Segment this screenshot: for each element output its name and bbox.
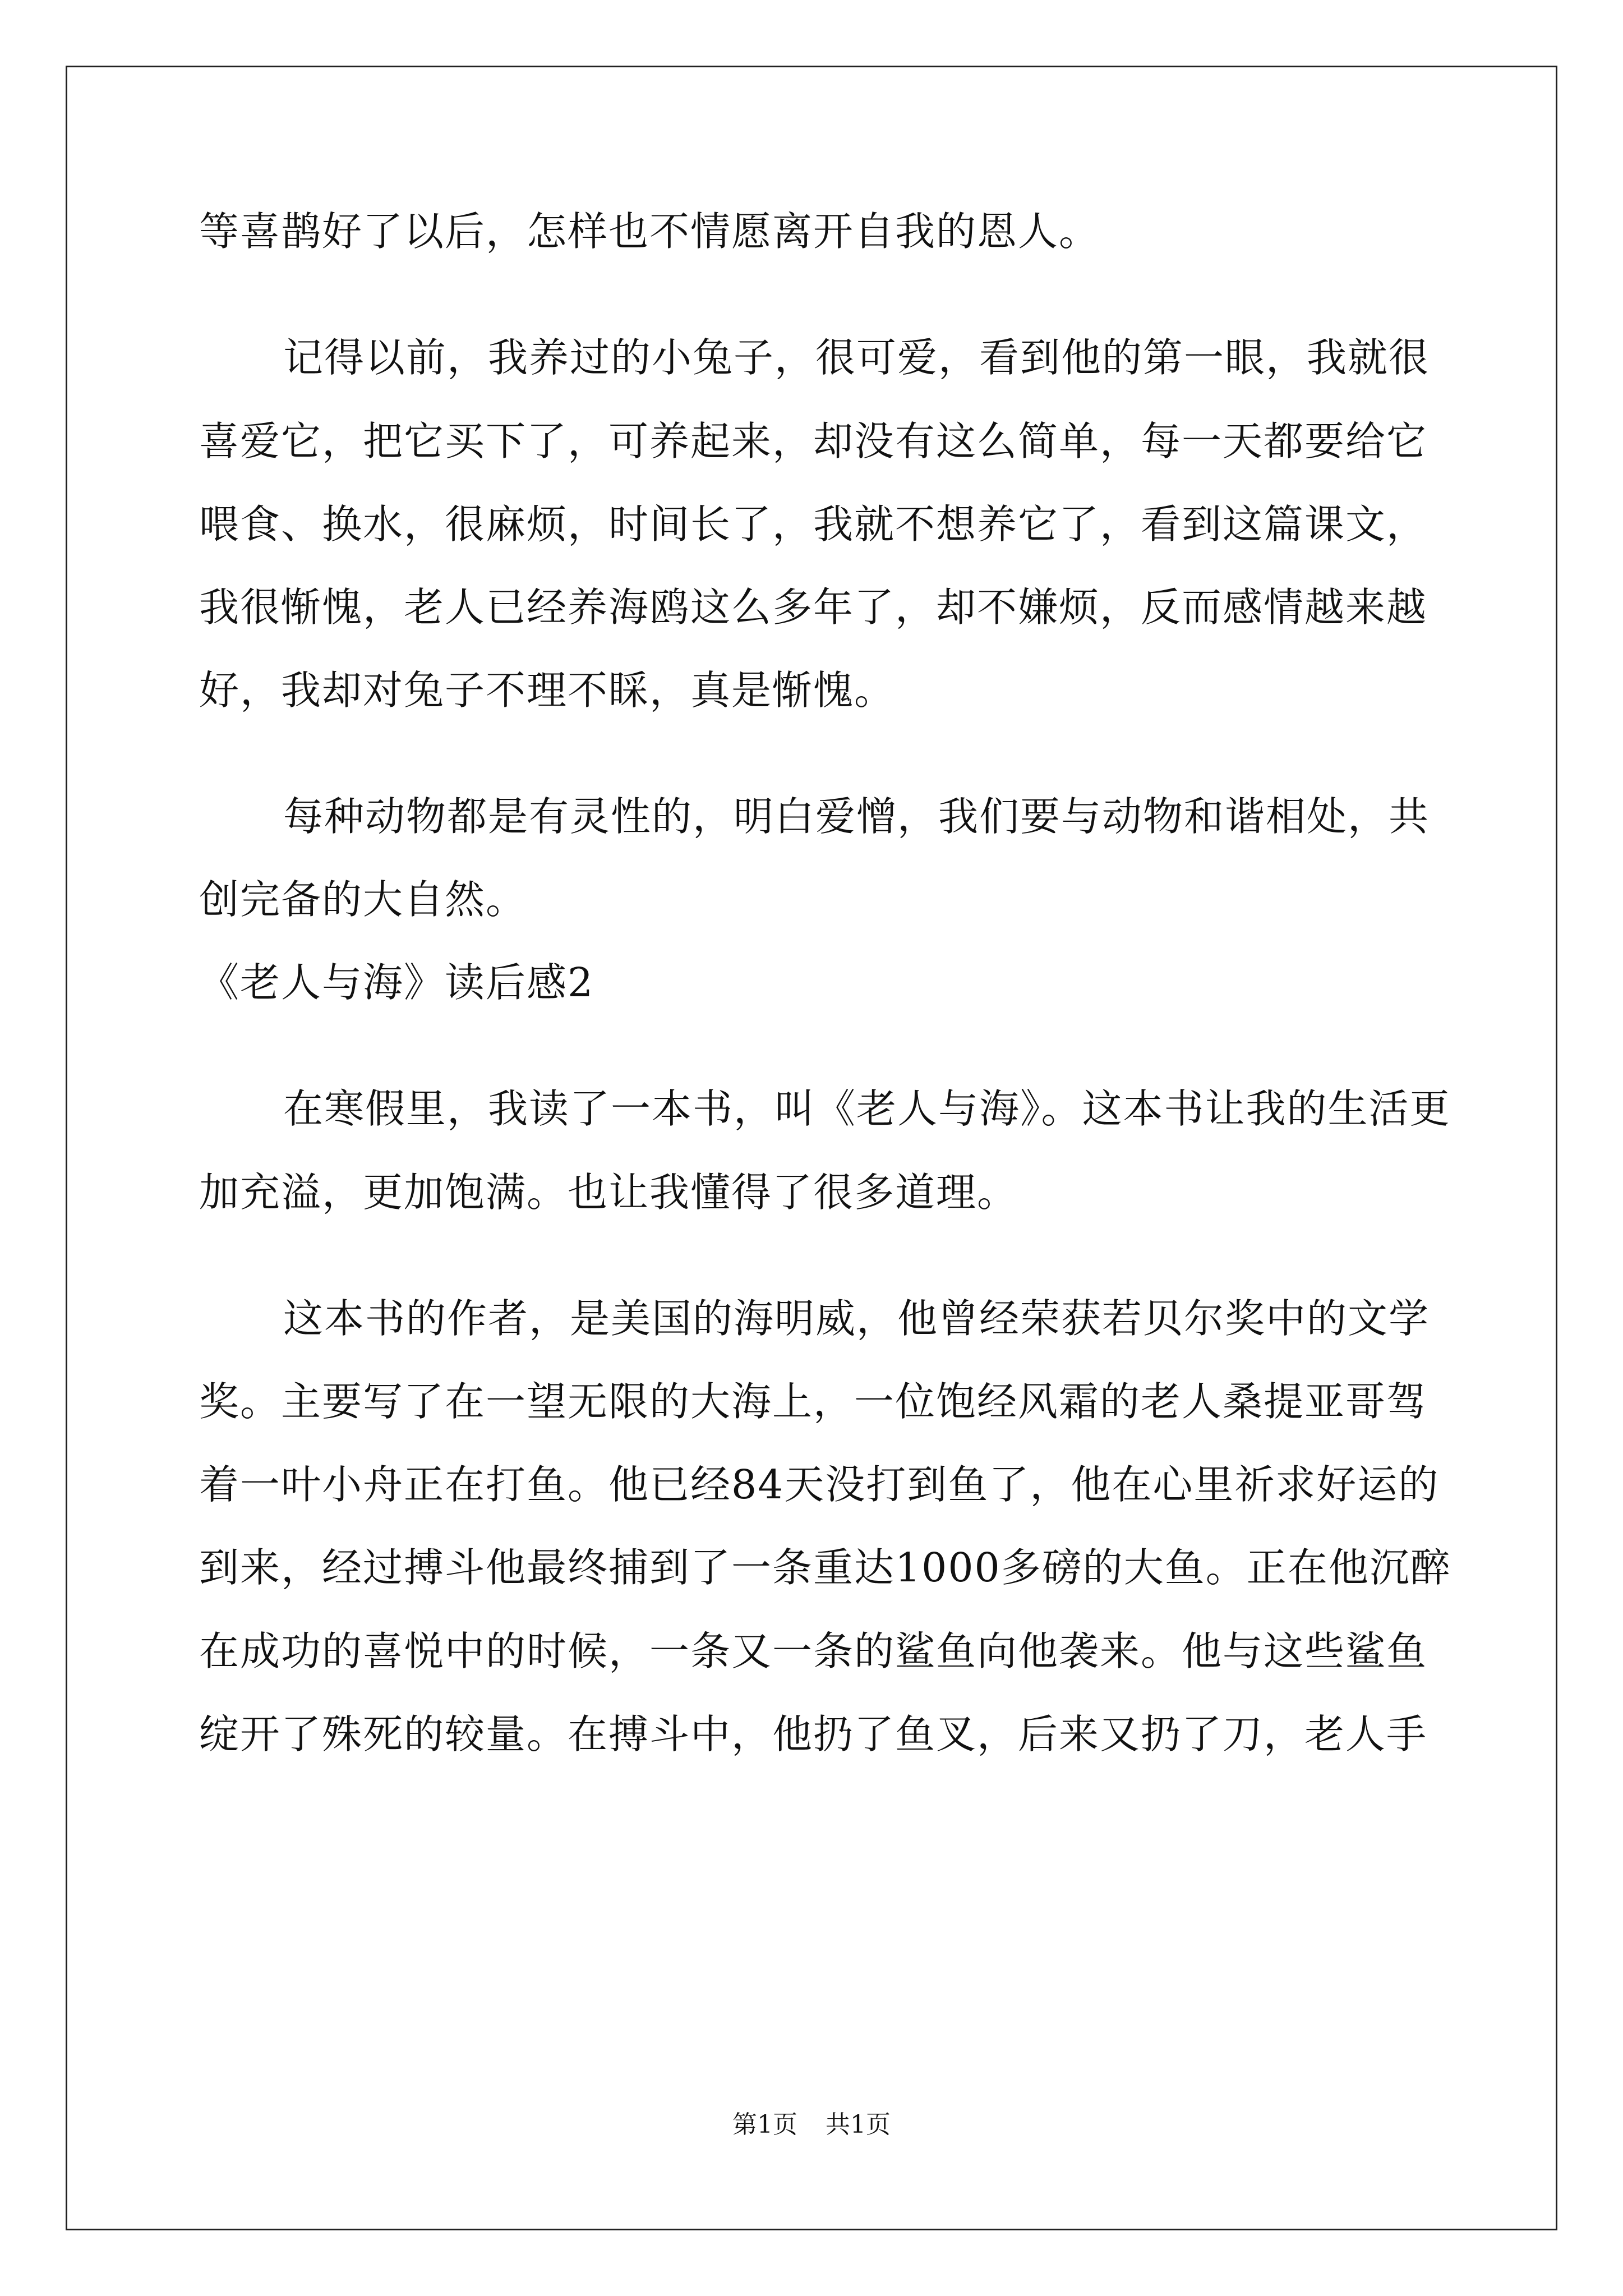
paragraph-line: 喂食、换水，很麻烦，时间长了，我就不想养它了，看到这篇课文， bbox=[199, 501, 1428, 547]
paragraph-line: 到来，经过搏斗他最终捕到了一条重达1000多磅的大鱼。正在他沉醉 bbox=[199, 1544, 1451, 1591]
paragraph-line: 等喜鹊好了以后，怎样也不情愿离开自我的恩人。 bbox=[199, 208, 1100, 255]
page-total: 共1页 bbox=[826, 2110, 891, 2139]
paragraph-line: 加充溢，更加饱满。也让我懂得了很多道理。 bbox=[199, 1169, 1018, 1216]
page-number: 第1页 bbox=[732, 2110, 797, 2139]
paragraph-line: 创完备的大自然。 bbox=[199, 876, 527, 923]
paragraph-line: 这本书的作者，是美国的海明威，他曾经荣获若贝尔奖中的文学 bbox=[283, 1295, 1430, 1342]
page-border bbox=[66, 66, 1557, 2230]
paragraph-line: 奖。主要写了在一望无限的大海上，一位饱经风霜的老人桑提亚哥驾 bbox=[199, 1378, 1428, 1425]
paragraph-line: 好，我却对兔子不理不睬，真是惭愧。 bbox=[199, 667, 896, 714]
paragraph-line: 每种动物都是有灵性的，明白爱憎，我们要与动物和谐相处，共 bbox=[283, 793, 1430, 840]
paragraph-line: 记得以前，我养过的小兔子，很可爱，看到他的第一眼，我就很 bbox=[283, 334, 1430, 381]
section-heading: 《老人与海》读后感2 bbox=[199, 959, 594, 1006]
paragraph-line: 喜爱它，把它买下了，可养起来，却没有这么简单，每一天都要给它 bbox=[199, 418, 1428, 464]
paragraph-line: 绽开了殊死的较量。在搏斗中，他扔了鱼叉，后来又扔了刀，老人手 bbox=[199, 1711, 1428, 1757]
paragraph-line: 在寒假里，我读了一本书，叫《老人与海》。这本书让我的生活更 bbox=[283, 1085, 1451, 1132]
page-footer bbox=[0, 2108, 1623, 2142]
paragraph-line: 我很惭愧，老人已经养海鸥这么多年了，却不嫌烦，反而感情越来越 bbox=[199, 584, 1428, 631]
paragraph-line: 着一叶小舟正在打鱼。他已经84天没打到鱼了，他在心里祈求好运的 bbox=[199, 1461, 1440, 1508]
paragraph-line: 在成功的喜悦中的时候，一条又一条的鲨鱼向他袭来。他与这些鲨鱼 bbox=[199, 1628, 1428, 1674]
